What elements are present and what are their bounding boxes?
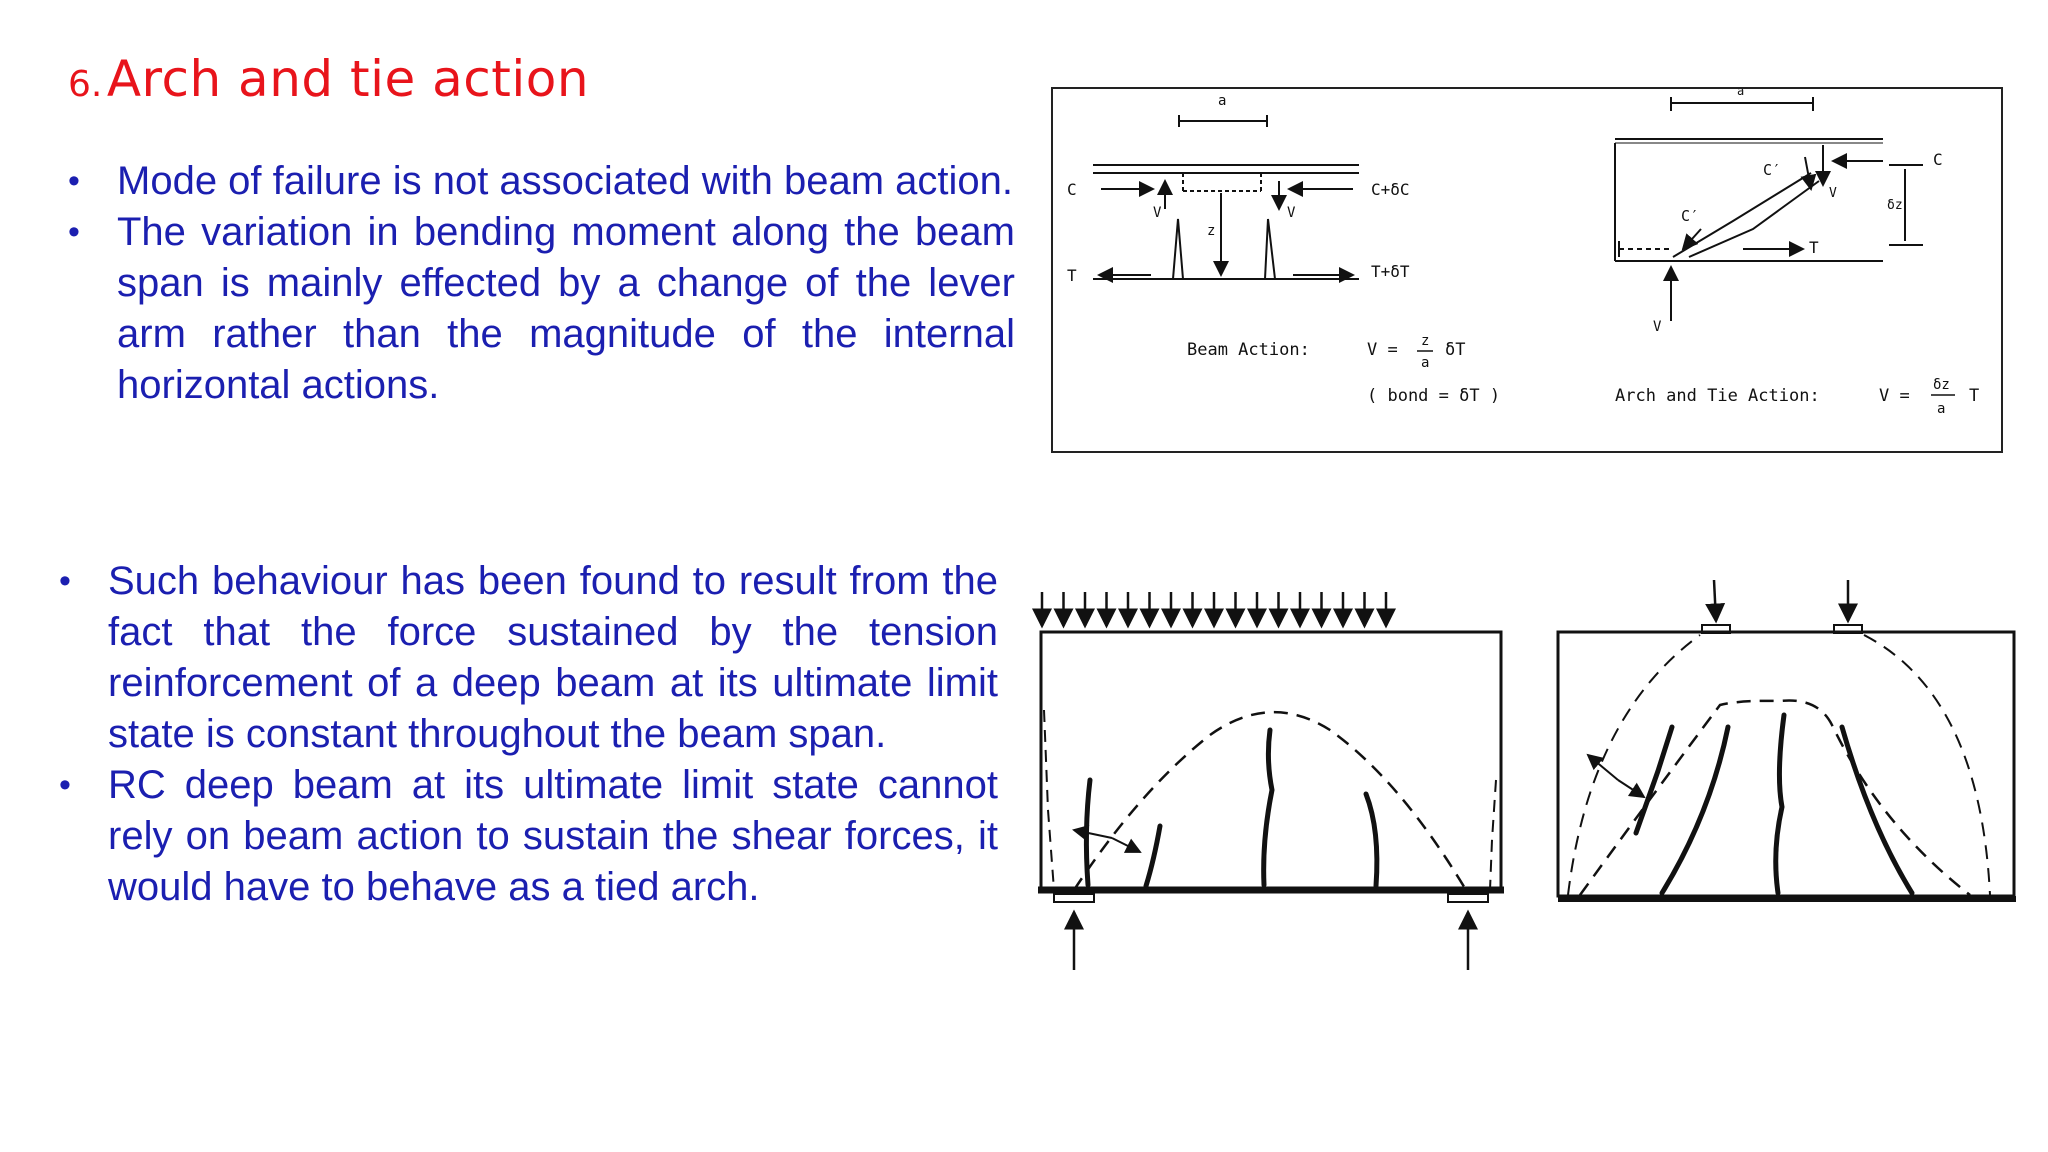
- deep-beam-distributed-load-figure: [1030, 580, 1510, 980]
- bond-label: ( bond = δT ): [1367, 386, 1501, 406]
- beam-action-label: Beam Action:: [1187, 340, 1310, 360]
- outer-arch-line-right: [1864, 635, 1990, 895]
- bullet-item: • Mode of failure is not associated with beam action.: [68, 156, 1015, 207]
- delta-z-label: δz: [1887, 198, 1903, 213]
- arch-tie-label: Arch and Tie Action:: [1615, 386, 1820, 406]
- support-plate-right: [1448, 894, 1488, 902]
- beam-eq-num: z: [1421, 333, 1430, 349]
- bullet-list-top: [68, 156, 1015, 411]
- dashed-edge-right: [1490, 780, 1496, 890]
- dashed-edge-left: [1044, 710, 1054, 890]
- arch-eq-num: δz: [1933, 377, 1950, 393]
- arch-eq-lhs: V =: [1879, 386, 1910, 406]
- c-prime-upper-label: C′: [1763, 161, 1782, 179]
- c-label-arch: C: [1933, 150, 1943, 169]
- action-diagram-svg: [1053, 89, 2001, 451]
- point-load-arrow-left: [1714, 580, 1716, 621]
- arch-force-arrow-right: [1112, 838, 1140, 852]
- bullet-item: • The variation in bending moment along the beam span is mainly effected by a change of the lever arm rather than the magnitude of the internal horizontal actions.: [68, 207, 1015, 411]
- c-prime-lower-label: C′: [1681, 207, 1700, 225]
- beam-eq-den: a: [1421, 355, 1430, 371]
- dim-a-label: a: [1218, 93, 1227, 109]
- section-number: 6.: [68, 64, 103, 105]
- arch-eq-den: a: [1937, 401, 1946, 417]
- slide-title: [68, 50, 589, 108]
- beam-outline: [1558, 632, 2014, 896]
- crack-pattern: [1086, 730, 1376, 886]
- v-lower-label-arch: V: [1653, 319, 1662, 335]
- v-left-label: V: [1153, 205, 1162, 221]
- dim-a-label-arch: a: [1737, 89, 1745, 98]
- v-right-label: V: [1287, 205, 1296, 221]
- action-diagram-figure: [1051, 87, 2003, 453]
- c-right-label: C+δC: [1371, 180, 1410, 199]
- arch-eq-rhs: T: [1969, 386, 1980, 406]
- z-label: z: [1207, 223, 1216, 239]
- deep-beam-point-load-figure: [1550, 575, 2030, 925]
- bullet-list-bottom: [59, 556, 998, 913]
- arch-force-arrow-left: [1074, 830, 1112, 838]
- beam-action-labels: [1067, 93, 1500, 406]
- t-left-label: T: [1067, 266, 1077, 285]
- bullet-item: • RC deep beam at its ultimate limit state cannot rely on beam action to sustain the shear forces, it would have to behave as a tied arch.: [59, 760, 998, 913]
- bullet-item: • Such behaviour has been found to result from the fact that the force sustained by the tension reinforcement of a deep beam at its ultimate limit state is constant throughout the beam span.: [59, 556, 998, 760]
- beam-action-diagram: [1093, 115, 1359, 279]
- t-label-arch: T: [1809, 238, 1819, 257]
- title-text: Arch and tie action: [106, 50, 590, 108]
- c-left-label: C: [1067, 180, 1077, 199]
- v-upper-label-arch: V: [1829, 186, 1837, 201]
- crack-pattern: [1636, 715, 1912, 893]
- beam-eq-rhs: δT: [1445, 340, 1466, 360]
- distributed-load-arrows: [1042, 592, 1386, 626]
- support-plate-left: [1054, 894, 1094, 902]
- beam-eq-lhs: V =: [1367, 340, 1398, 360]
- t-right-label: T+δT: [1371, 262, 1410, 281]
- arch-force-arrow-inner: [1618, 780, 1644, 797]
- arch-tie-diagram: [1615, 97, 1923, 321]
